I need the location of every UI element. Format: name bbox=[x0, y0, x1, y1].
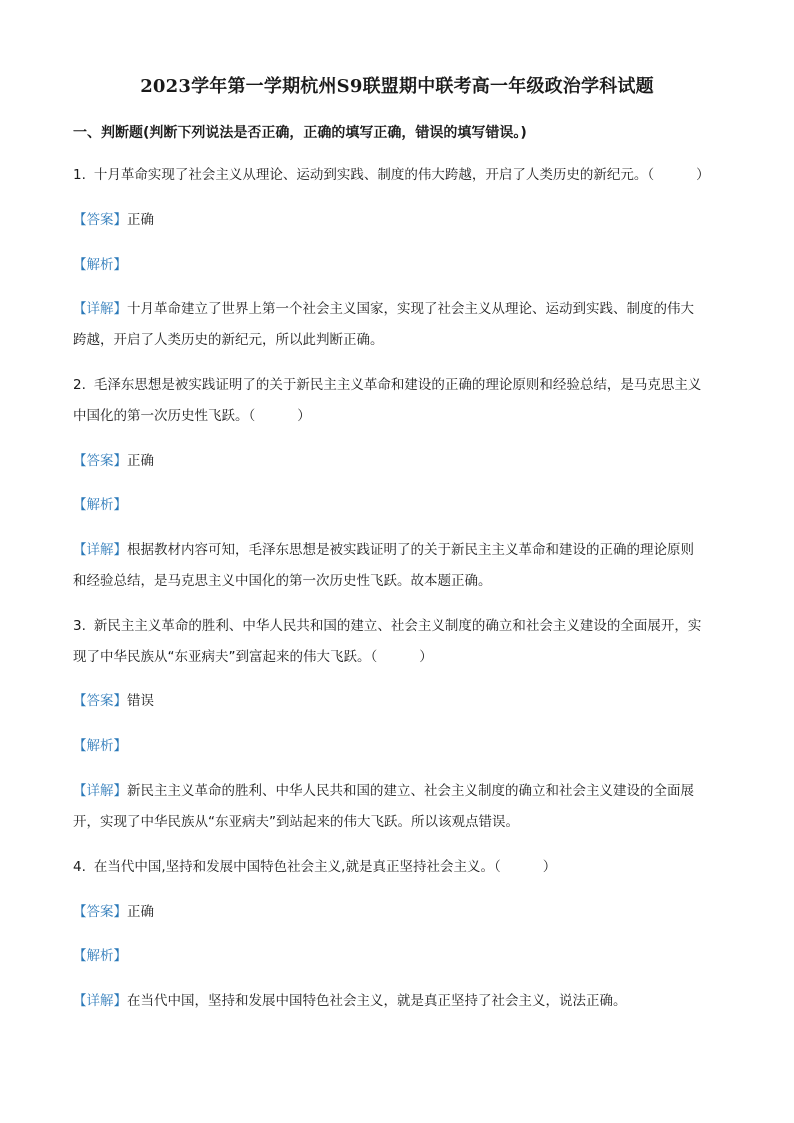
answer-value: 错误 bbox=[127, 693, 154, 709]
question-text: 在当代中国,坚持和发展中国特色社会主义,就是真正坚持社会主义。（ bbox=[93, 859, 501, 875]
question-3-analysis bbox=[73, 736, 733, 756]
question-4-stem bbox=[73, 857, 733, 877]
detail-text: 十月革命建立了世界上第一个社会主义国家，实现了社会主义从理论、运动到实践、制度的伟大 bbox=[127, 301, 694, 317]
question-number: 1. bbox=[73, 167, 86, 183]
question-2-analysis bbox=[73, 495, 733, 515]
question-text-close: ） bbox=[419, 649, 433, 665]
answer-value: 正确 bbox=[127, 453, 154, 469]
answer-value: 正确 bbox=[127, 212, 154, 228]
question-2-answer bbox=[73, 451, 733, 471]
question-number: 3. bbox=[73, 618, 86, 634]
detail-text: 根据教材内容可知，毛泽东思想是被实践证明了的关于新民主主义革命和建设的正确的理论原则 bbox=[127, 542, 694, 558]
question-4-detail-line-1 bbox=[73, 991, 733, 1011]
analysis-label: 【解析】 bbox=[73, 257, 127, 273]
detail-text: 新民主主义革命的胜利、中华人民共和国的建立、社会主义制度的确立和社会主义建设的全面展 bbox=[127, 783, 694, 799]
analysis-label: 【解析】 bbox=[73, 738, 127, 754]
question-text: 新民主主义革命的胜利、中华人民共和国的建立、社会主义制度的确立和社会主义建设的全面展开，实 bbox=[93, 618, 702, 634]
question-number: 4. bbox=[73, 859, 86, 875]
question-text-close: ） bbox=[542, 859, 557, 875]
analysis-label: 【解析】 bbox=[73, 497, 127, 513]
question-1-answer bbox=[73, 210, 733, 230]
answer-label: 【答案】 bbox=[73, 693, 127, 709]
section-heading: 一、判断题(判断下列说法是否正确，正确的填写正确，错误的填写错误。) bbox=[73, 125, 527, 141]
question-2-detail-line-2: 和经验总结，是马克思主义中国化的第一次历史性飞跃。故本题正确。 bbox=[73, 573, 492, 589]
question-1-detail-line-1 bbox=[73, 299, 733, 319]
answer-label: 【答案】 bbox=[73, 904, 127, 920]
question-2-stem-line-2 bbox=[73, 406, 733, 426]
question-4-analysis bbox=[73, 946, 733, 966]
question-text: 十月革命实现了社会主义从理论、运动到实践、制度的伟大跨越，开启了人类历史的新纪元。（ bbox=[93, 167, 655, 183]
question-text: 中国化的第一次历史性飞跃。（ bbox=[73, 408, 256, 424]
question-3-detail-line-1 bbox=[73, 781, 733, 801]
detail-text: 在当代中国，坚持和发展中国特色社会主义，就是真正坚持了社会主义，说法正确。 bbox=[127, 993, 627, 1009]
question-3-detail-line-2: 开，实现了中华民族从“东亚病夫”到站起来的伟大飞跃。所以该观点错误。 bbox=[73, 814, 519, 830]
detail-label: 【详解】 bbox=[73, 542, 127, 558]
question-1-stem bbox=[73, 165, 733, 185]
question-1-detail-line-2: 跨越，开启了人类历史的新纪元，所以此判断正确。 bbox=[73, 332, 384, 348]
answer-label: 【答案】 bbox=[73, 453, 127, 469]
question-text: 毛泽东思想是被实践证明了的关于新民主主义革命和建设的正确的理论原则和经验总结，是马克思主义 bbox=[93, 377, 702, 393]
answer-value: 正确 bbox=[127, 904, 154, 920]
question-3-answer bbox=[73, 691, 733, 711]
question-1-analysis bbox=[73, 255, 733, 275]
answer-label: 【答案】 bbox=[73, 212, 127, 228]
question-number: 2. bbox=[73, 377, 86, 393]
question-2-detail-line-1 bbox=[73, 540, 733, 560]
question-2-stem-line-1 bbox=[73, 375, 733, 395]
question-3-stem-line-1 bbox=[73, 616, 733, 636]
detail-label: 【详解】 bbox=[73, 993, 127, 1009]
analysis-label: 【解析】 bbox=[73, 948, 127, 964]
page-title: 2023学年第一学期杭州S9联盟期中联考高一年级政治学科试题 bbox=[140, 76, 654, 97]
question-3-stem-line-2 bbox=[73, 647, 733, 667]
question-text: 现了中华民族从“东亚病夫”到富起来的伟大飞跃。（ bbox=[73, 649, 378, 665]
detail-label: 【详解】 bbox=[73, 301, 127, 317]
question-text-close: ） bbox=[297, 408, 311, 424]
question-text-close: ） bbox=[696, 167, 710, 183]
question-4-answer bbox=[73, 902, 733, 922]
detail-label: 【详解】 bbox=[73, 783, 127, 799]
